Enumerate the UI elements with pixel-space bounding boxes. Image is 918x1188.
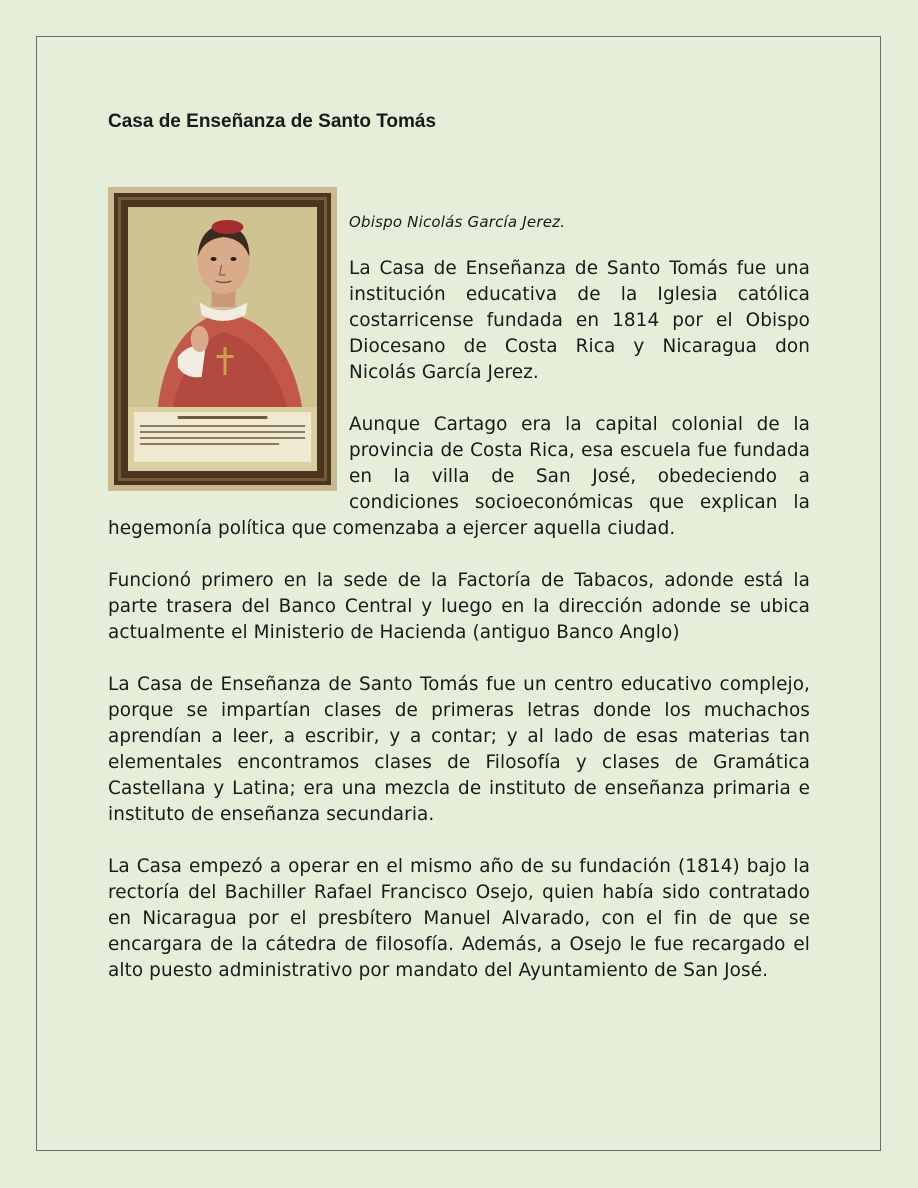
paragraph-5: La Casa empezó a operar en el mismo año de su fundación (1814) bajo la rectoría del Bachiller Rafael Francisco Osejo, quien había sido contratado en Nicaragua por el presbítero Manuel Alvarado, con el fin de que se encargara de la cátedra de filosofía. Además, a Osejo le fue recargado el alto puesto administrativo por mandato del Ayuntamiento de San José. <box>108 856 810 981</box>
document-body <box>108 110 810 1010</box>
paragraph-2: Aunque Cartago era la capital colonial de la provincia de Costa Rica, esa escuela fue fundada en la villa de San José, obedeciendo a condiciones socioeconómicas que explican la hegemonía política que comenzaba a ejercer aquella ciudad. <box>108 414 810 539</box>
portrait-frame <box>114 193 331 485</box>
bishop-portrait-image <box>108 187 337 491</box>
paragraph-1: La Casa de Enseñanza de Santo Tomás fue una institución educativa de la Iglesia católica costarricense fundada en 1814 por el Obispo Diocesano de Costa Rica y Nicaragua don Nicolás García Jerez. <box>349 258 810 383</box>
paragraph-3: Funcionó primero en la sede de la Factoría de Tabacos, adonde está la parte trasera del Banco Central y luego en la dirección adonde se ubica actualmente el Ministerio de Hacienda (antiguo Banco Anglo) <box>108 570 810 643</box>
document-title: Casa de Enseñanza de Santo Tomás <box>108 111 437 132</box>
paragraph-4: La Casa de Enseñanza de Santo Tomás fue un centro educativo complejo, porque se impartían clases de primeras letras donde los muchachos aprendían a leer, a escribir, y a contar; y al lado de esas materias tan elementales encontramos clases de Filosofía y clases de Gramática Castellana y Latina; era una mezcla de instituto de enseñanza primaria e instituto de enseñanza secundaria. <box>108 674 810 825</box>
portrait-painting <box>128 207 317 471</box>
image-caption: Obispo Nicolás García Jerez. <box>349 213 566 231</box>
